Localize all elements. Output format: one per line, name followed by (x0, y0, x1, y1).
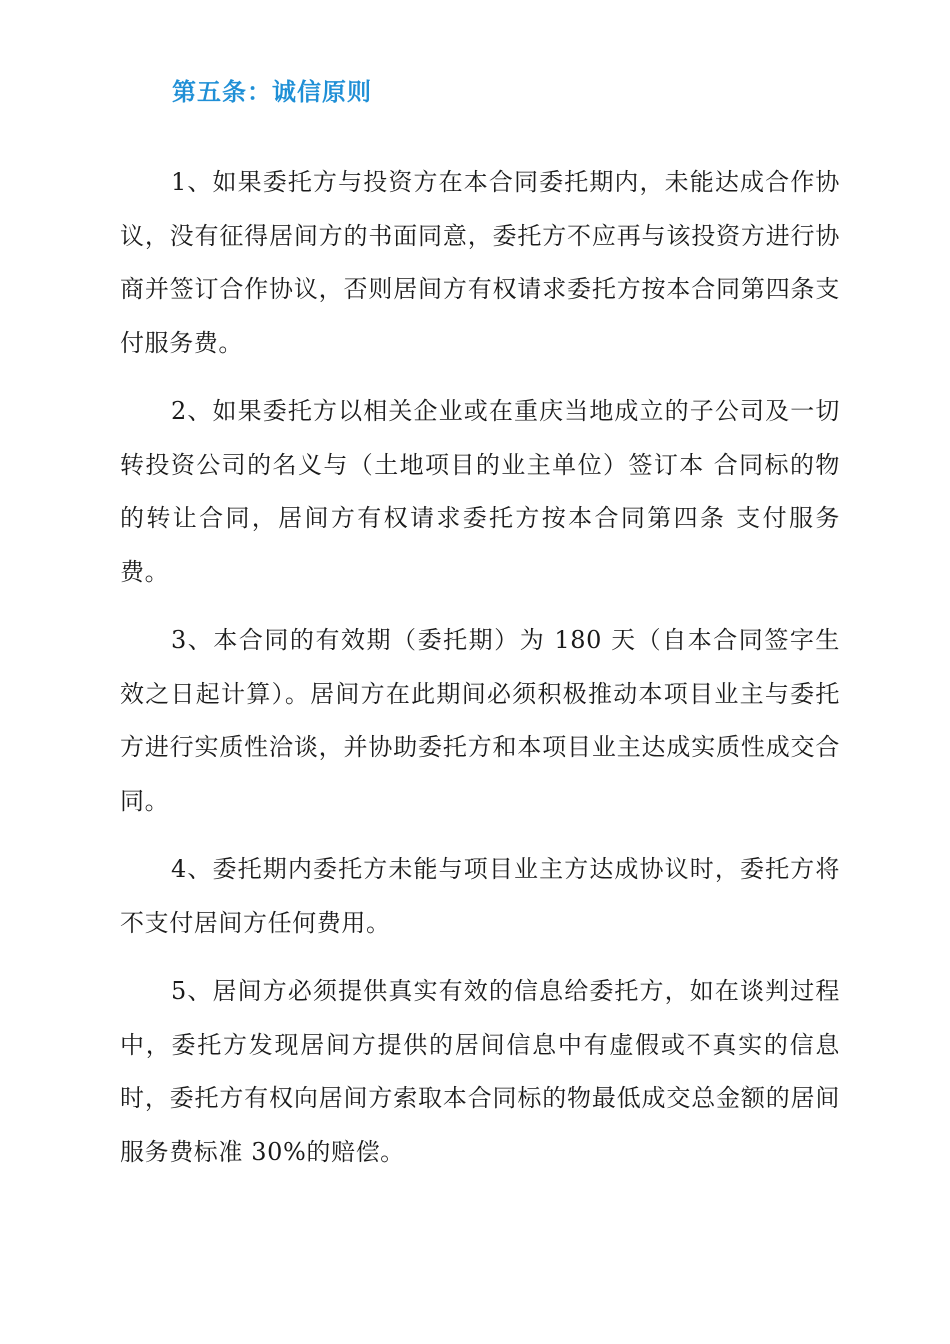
section-heading: 第五条：诚信原则 (172, 78, 372, 106)
clause-paragraph-4: 4、委托期内委托方未能与项目业主方达成协议时，委托方将不支付居间方任何费用。 (120, 855, 840, 937)
clause-paragraph-2: 2、如果委托方以相关企业或在重庆当地成立的子公司及一切转投资公司的名义与（土地项目的业主单位）签订本 合同标的物的转让合同，居间方有权请求委托方按本合同第四条 支付服务费。 (120, 397, 840, 586)
clause-paragraph-5: 5、居间方必须提供真实有效的信息给委托方，如在谈判过程中，委托方发现居间方提供的居间信息中有虚假或不真实的信息时，委托方有权向居间方索取本合同标的物最低成交总金额的居间服务费标准 30%的赔偿。 (120, 977, 840, 1166)
clause-paragraph-1: 1、如果委托方与投资方在本合同委托期内，未能达成合作协议，没有征得居间方的书面同意，委托方不应再与该投资方进行协商并签订合作协议，否则居间方有权请求委托方按本合同第四条支付服务费。 (120, 168, 840, 357)
clause-paragraph-3: 3、本合同的有效期（委托期）为 180 天（自本合同签字生效之日起计算）。居间方在此期间必须积极推动本项目业主与委托方进行实质性洽谈，并协助委托方和本项目业主达成实质性成交合同。 (120, 626, 840, 815)
